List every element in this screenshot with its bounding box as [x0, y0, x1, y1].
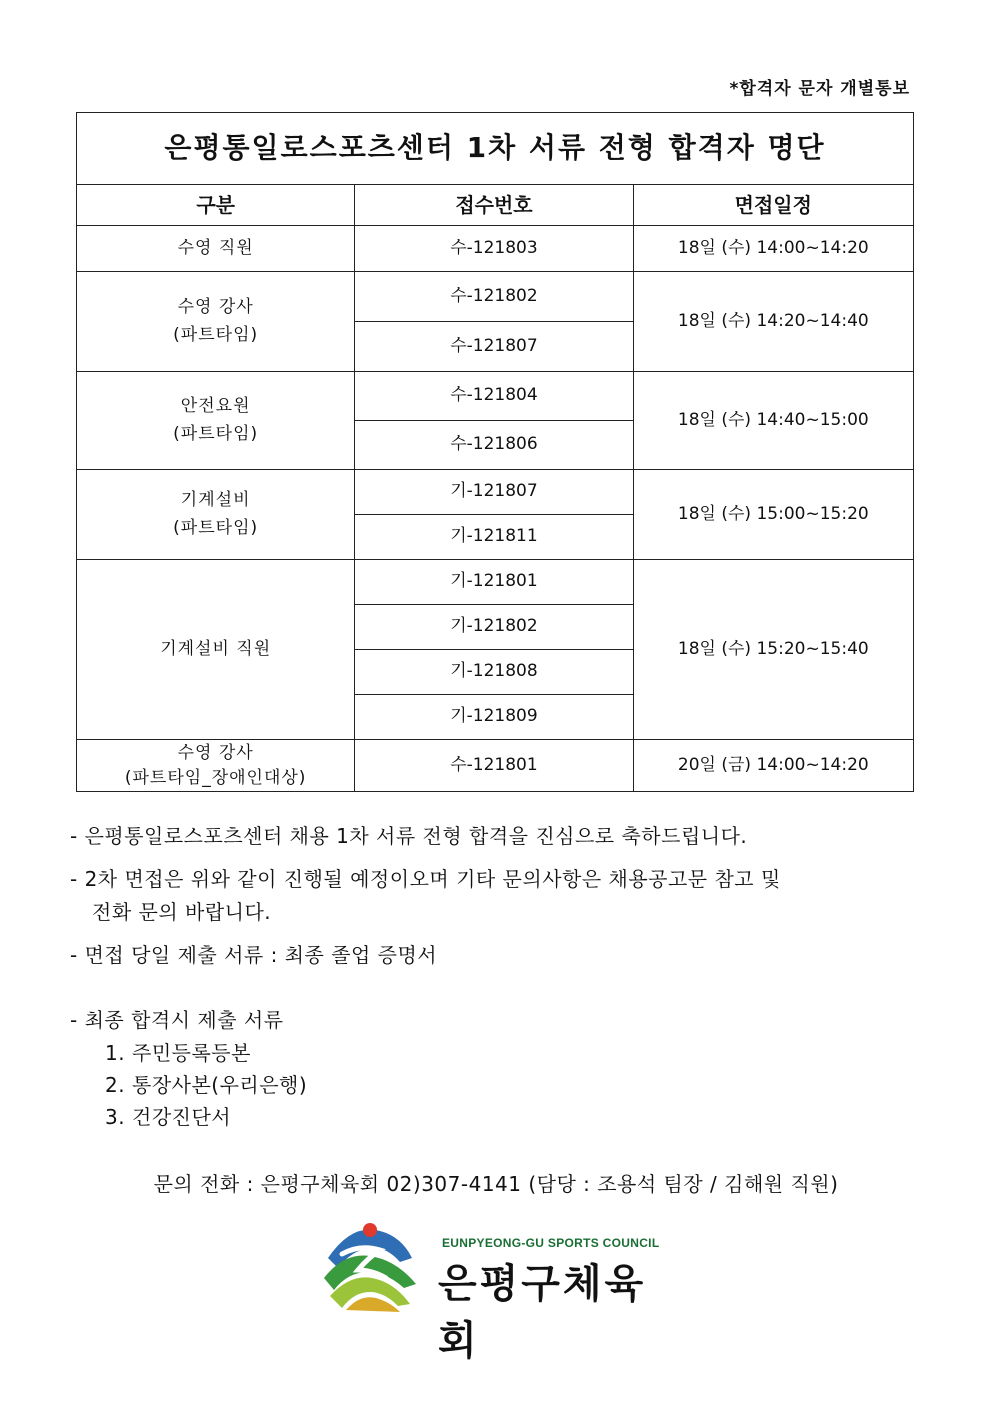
category-label: 기계설비 — [180, 490, 251, 511]
list-item: 1. 주민등록등본 — [132, 1037, 930, 1069]
schedule-cell: 18일 (수) 14:40~15:00 — [633, 372, 913, 470]
category-label: 수영 강사 — [177, 742, 254, 763]
note-final-docs: - 최종 합격시 제출 서류 — [70, 1008, 284, 1032]
number-cell: 수-121804 — [355, 372, 633, 421]
category-cell — [77, 272, 355, 372]
number-cell: 수-121806 — [355, 421, 633, 470]
category-label: 기계설비 직원 — [160, 638, 272, 659]
number-cell: 수-121803 — [355, 226, 633, 272]
note-interview-line1: - 2차 면접은 위와 같이 진행될 예정이오며 기타 문의사항은 채용공고문 참고 및 — [70, 867, 781, 891]
table-title: 은평통일로스포츠센터 1차 서류 전형 합격자 명단 — [77, 113, 914, 185]
table-row — [77, 740, 914, 792]
table-row — [77, 272, 914, 322]
logo-korean-text: 은평구체육회 — [438, 1261, 647, 1364]
schedule-cell: 20일 (금) 14:00~14:20 — [633, 740, 913, 792]
category-sublabel: (파트타임_장애인대상) — [124, 767, 307, 788]
number-cell: 수-121807 — [355, 322, 633, 372]
number-cell: 기-121809 — [355, 695, 633, 740]
schedule-cell: 18일 (수) 15:20~15:40 — [633, 560, 913, 740]
category-label: 안전요원 — [180, 396, 251, 417]
schedule-cell: 18일 (수) 15:00~15:20 — [633, 470, 913, 560]
number-cell: 수-121802 — [355, 272, 633, 322]
note-congrats: - 은평통일로스포츠센터 채용 1차 서류 전형 합격을 진심으로 축하드립니다. — [70, 824, 748, 848]
contact-info: 문의 전화 : 은평구체육회 02)307-4141 (담당 : 조용석 팀장 / 김해원 직원) — [153, 1172, 839, 1196]
notice-text: *합격자 문자 개별통보 — [729, 79, 910, 99]
final-docs-list — [70, 1037, 930, 1133]
list-item: 2. 통장사본(우리은행) — [132, 1069, 930, 1101]
table-row — [77, 372, 914, 421]
category-cell — [77, 560, 355, 740]
category-cell — [77, 226, 355, 272]
number-cell: 기-121811 — [355, 515, 633, 560]
category-cell — [77, 470, 355, 560]
logo-english-text: EUNPYEONG-GU SPORTS COUNCIL — [442, 1236, 660, 1250]
table-row — [77, 226, 914, 272]
header-schedule: 면접일정 — [633, 185, 913, 226]
note-interview-line2: 전화 문의 바랍니다. — [92, 900, 272, 924]
category-sublabel: (파트타임) — [173, 517, 259, 538]
number-cell: 기-121802 — [355, 605, 633, 650]
schedule-cell: 18일 (수) 14:20~14:40 — [633, 272, 913, 372]
number-cell: 기-121801 — [355, 560, 633, 605]
schedule-cell: 18일 (수) 14:00~14:20 — [633, 226, 913, 272]
note-interview-docs: - 면접 당일 제출 서류 : 최종 졸업 증명서 — [70, 943, 438, 967]
note-interview — [70, 863, 930, 929]
table-row — [77, 470, 914, 515]
table-row — [77, 560, 914, 605]
notes-section — [70, 820, 930, 1133]
header-number: 접수번호 — [355, 185, 633, 226]
roster-table — [76, 112, 914, 792]
council-logo — [320, 1218, 680, 1364]
category-sublabel: (파트타임) — [173, 423, 259, 444]
category-sublabel: (파트타임) — [173, 324, 259, 345]
category-label: 수영 강사 — [177, 297, 254, 318]
list-item: 3. 건강진단서 — [132, 1101, 930, 1133]
number-cell: 기-121808 — [355, 650, 633, 695]
council-emblem-icon — [320, 1218, 420, 1313]
number-cell: 기-121807 — [355, 470, 633, 515]
number-cell: 수-121801 — [355, 740, 633, 792]
header-category: 구분 — [77, 185, 355, 226]
category-cell — [77, 740, 355, 792]
category-cell — [77, 372, 355, 470]
category-label: 수영 직원 — [177, 237, 254, 258]
